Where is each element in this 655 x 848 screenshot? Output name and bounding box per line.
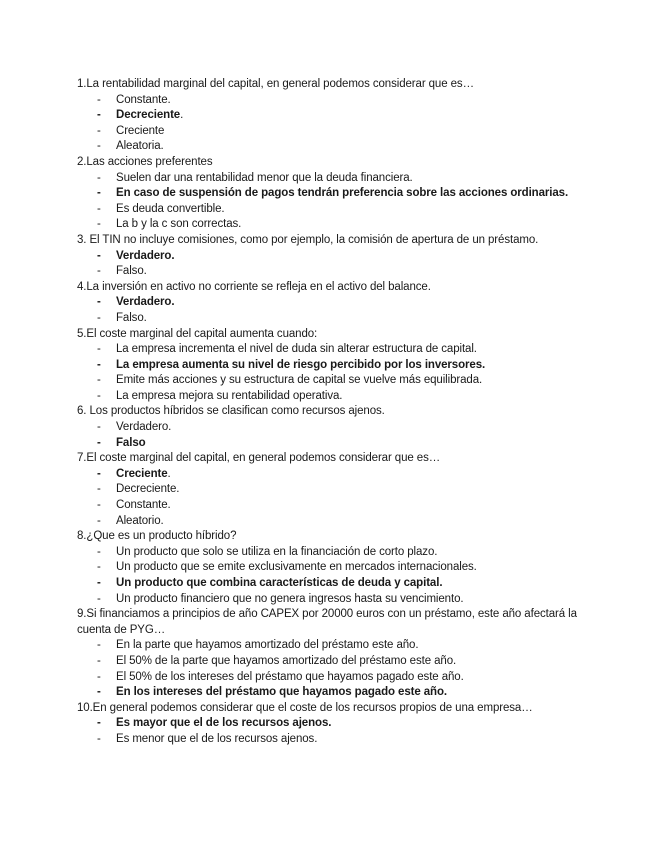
answer-option xyxy=(77,482,577,498)
question-text: 2.Las acciones preferentes xyxy=(77,155,213,168)
answer-text: En los intereses del préstamo que hayamos pagado este año. xyxy=(116,686,448,699)
answer-option xyxy=(77,342,577,358)
bullet-dash: - xyxy=(97,140,101,153)
answer-text: Un producto que combina características de deuda y capital. xyxy=(116,577,443,589)
answer-text: Es mayor que el de los recursos ajenos. xyxy=(116,717,332,730)
answer-option xyxy=(77,545,577,561)
answer-option-correct xyxy=(77,358,577,374)
bullet-dash: - xyxy=(97,296,101,309)
bullet-dash: - xyxy=(97,467,101,480)
answer-text: Verdadero. xyxy=(116,421,172,434)
answer-text: El 50% de la parte que hayamos amortizado del préstamo este año. xyxy=(116,654,457,667)
question-text: 8.¿Que es un producto híbrido? xyxy=(77,530,237,543)
bullet-dash: - xyxy=(97,311,101,324)
answer-option-correct xyxy=(77,295,577,311)
answer-list xyxy=(77,545,577,607)
bullet-dash: - xyxy=(97,654,101,667)
answer-option xyxy=(77,171,577,187)
bullet-dash: - xyxy=(97,561,101,574)
answer-option xyxy=(77,264,577,280)
bullet-dash: - xyxy=(97,218,101,231)
answer-list xyxy=(77,716,577,747)
bullet-dash: - xyxy=(97,732,101,745)
bullet-dash: - xyxy=(97,592,101,605)
answer-text: La empresa mejora su rentabilidad operativa. xyxy=(116,389,343,402)
answer-text: Falso. xyxy=(116,265,147,278)
question-block xyxy=(77,280,577,327)
answer-option xyxy=(77,124,577,140)
answer-option xyxy=(77,373,577,389)
bullet-dash: - xyxy=(97,686,101,699)
answer-text: Suelen dar una rentabilidad menor que la deuda financiera. xyxy=(116,171,413,184)
answer-list xyxy=(77,171,577,233)
answer-option xyxy=(77,654,577,670)
answer-option-correct xyxy=(77,436,577,452)
answer-text: Emite más acciones y su estructura de capital se vuelve más equilibrada. xyxy=(116,374,483,387)
answer-list xyxy=(77,295,577,326)
bullet-dash: - xyxy=(97,421,101,434)
answer-text: La empresa aumenta su nivel de riesgo percibido por los inversores. xyxy=(116,358,486,371)
bullet-dash: - xyxy=(97,670,101,683)
answer-text: Decreciente. xyxy=(116,483,180,496)
answer-text: El 50% de los intereses del préstamo que hayamos pagado este año. xyxy=(116,670,464,683)
answer-list xyxy=(77,342,577,404)
bullet-dash: - xyxy=(97,639,101,652)
answer-option xyxy=(77,560,577,576)
bullet-dash: - xyxy=(97,202,101,215)
answer-text: Es menor que el de los recursos ajenos. xyxy=(116,732,318,745)
answer-option xyxy=(77,670,577,686)
answer-text: Creciente xyxy=(116,124,165,137)
answer-option-correct xyxy=(77,467,577,483)
question-text: 1.La rentabilidad marginal del capital, en general podemos considerar que es… xyxy=(77,78,474,90)
answer-text: Verdadero. xyxy=(116,296,175,309)
answer-text: Constante. xyxy=(116,499,171,512)
bullet-dash: - xyxy=(97,343,101,356)
answer-option-correct xyxy=(77,685,577,701)
answer-list xyxy=(77,467,577,529)
answer-option xyxy=(77,389,577,405)
answer-suffix: . xyxy=(180,109,184,122)
answer-list xyxy=(77,93,577,155)
bullet-dash: - xyxy=(97,499,101,512)
answer-text: La b y la c son correctas. xyxy=(116,218,242,231)
question-text: 3. El TIN no incluye comisiones, como por ejemplo, la comisión de apertura de un préstamo. xyxy=(77,233,539,246)
bullet-dash: - xyxy=(97,374,101,387)
answer-text: Un producto que se emite exclusivamente en mercados internacionales. xyxy=(116,561,477,574)
question-text: 4.La inversión en activo no corriente se refleja en el activo del balance. xyxy=(77,280,431,293)
bullet-dash: - xyxy=(97,109,101,122)
question-text: 6. Los productos híbridos se clasifican como recursos ajenos. xyxy=(77,405,385,418)
question-block xyxy=(77,327,577,405)
answer-text: Constante. xyxy=(116,93,171,106)
bullet-dash: - xyxy=(97,483,101,496)
bullet-dash: - xyxy=(97,545,101,558)
bullet-dash: - xyxy=(97,717,101,730)
bullet-dash: - xyxy=(97,93,101,106)
answer-option xyxy=(77,732,577,748)
answer-text: Aleatoria. xyxy=(116,140,164,153)
answer-text: Falso xyxy=(116,436,146,449)
answer-text: Un producto que solo se utiliza en la financiación de corto plazo. xyxy=(116,545,438,558)
question-block xyxy=(77,155,577,233)
answer-option xyxy=(77,311,577,327)
answer-text: En caso de suspensión de pagos tendrán preferencia sobre las acciones ordinarias. xyxy=(116,187,569,200)
question-block xyxy=(77,529,577,607)
question-block xyxy=(77,404,577,451)
question-text: 7.El coste marginal del capital, en general podemos considerar que es… xyxy=(77,452,441,465)
answer-text: En la parte que hayamos amortizado del préstamo este año. xyxy=(116,639,419,652)
answer-option-correct xyxy=(77,249,577,265)
answer-list xyxy=(77,249,577,280)
answer-text: La empresa incrementa el nivel de duda sin alterar estructura de capital. xyxy=(116,343,477,356)
answer-suffix: . xyxy=(167,467,171,480)
bullet-dash: - xyxy=(97,358,101,371)
bullet-dash: - xyxy=(97,265,101,278)
answer-text: Falso. xyxy=(116,311,147,324)
bullet-dash: - xyxy=(97,249,101,262)
answer-option-correct xyxy=(77,186,577,202)
answer-option xyxy=(77,638,577,654)
answer-option xyxy=(77,139,577,155)
bullet-dash: - xyxy=(97,124,101,137)
answer-option xyxy=(77,217,577,233)
answer-option xyxy=(77,420,577,436)
question-text: 9.Si financiamos a principios de año CAPEX por 20000 euros con un préstamo, este año afectará la cuenta de PYG… xyxy=(77,608,577,636)
answer-option xyxy=(77,202,577,218)
bullet-dash: - xyxy=(97,577,101,589)
answer-option xyxy=(77,514,577,530)
answer-text: Aleatorio. xyxy=(116,514,164,527)
question-block xyxy=(77,451,577,529)
answer-option-correct xyxy=(77,576,577,592)
bullet-dash: - xyxy=(97,436,101,449)
answer-text: Un producto financiero que no genera ingresos hasta su vencimiento. xyxy=(116,592,464,605)
answer-text: Creciente xyxy=(116,467,168,480)
question-text: 5.El coste marginal del capital aumenta cuando: xyxy=(77,327,318,340)
answer-option xyxy=(77,498,577,514)
bullet-dash: - xyxy=(97,171,101,184)
answer-text: Verdadero. xyxy=(116,249,175,262)
answer-text: Es deuda convertible. xyxy=(116,202,225,215)
bullet-dash: - xyxy=(97,187,101,200)
question-block xyxy=(77,77,577,155)
answer-text: Decreciente xyxy=(116,109,181,122)
document-page xyxy=(77,77,577,748)
answer-list xyxy=(77,420,577,451)
bullet-dash: - xyxy=(97,514,101,527)
question-block xyxy=(77,233,577,280)
answer-option xyxy=(77,592,577,608)
answer-option-correct xyxy=(77,716,577,732)
question-text: 10.En general podemos considerar que el coste de los recursos propios de una empresa… xyxy=(77,701,533,714)
question-block xyxy=(77,607,577,701)
answer-list xyxy=(77,638,577,700)
bullet-dash: - xyxy=(97,389,101,402)
answer-option xyxy=(77,93,577,109)
question-block xyxy=(77,701,577,748)
answer-option-correct xyxy=(77,108,577,124)
